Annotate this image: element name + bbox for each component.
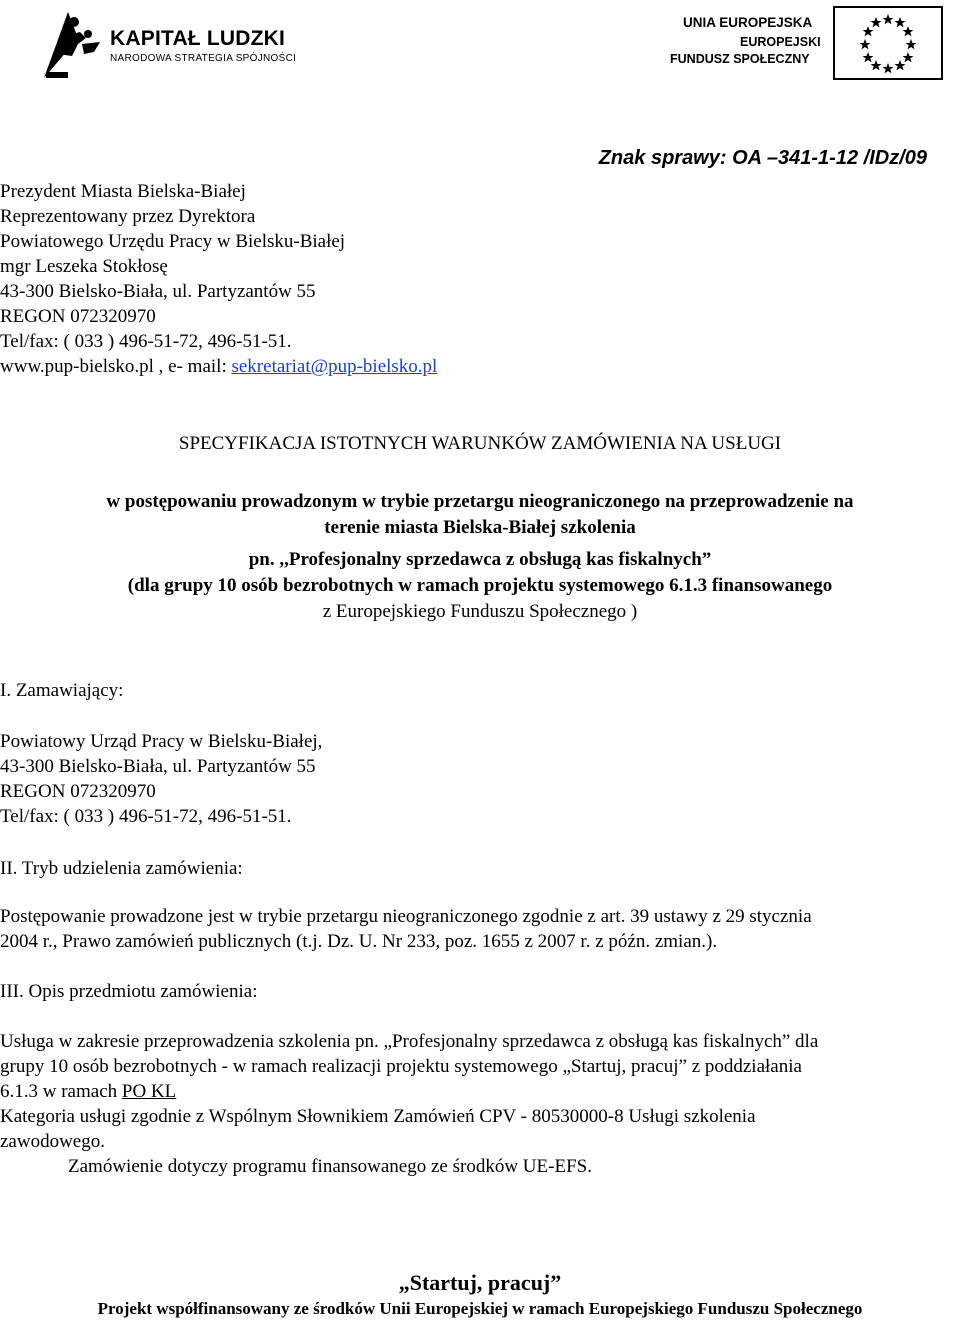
subtitle-line: (dla grupy 10 osób bezrobotnych w ramach projektu systemowego 6.1.3 finansowanego: [127, 575, 833, 596]
section-line: 2004 r., Prawo zamówień publicznych (t.j. Dz. U. Nr 233, poz. 1655 z 2007 r. z późn. zmian.).: [0, 931, 718, 952]
sender-line: mgr Leszeka Stokłosę: [0, 256, 168, 277]
eu-logo-line2: EUROPEJSKI: [740, 35, 821, 49]
section-line: Kategoria usługi zgodnie z Wspólnym Słownikiem Zamówień CPV - 80530000-8 Usługi szkolenia: [0, 1106, 756, 1127]
sender-contact-line: [0, 354, 437, 379]
section-line: 43-300 Bielsko-Biała, ul. Partyzantów 55: [0, 756, 316, 777]
sender-line: Powiatowego Urzędu Pracy w Bielsku-Białej: [0, 231, 346, 252]
footer-slogan: „Startuj, pracuj”: [398, 1270, 562, 1295]
section-line: Tel/fax: ( 033 ) 496-51-72, 496-51-51.: [0, 806, 292, 827]
eu-flag: [833, 6, 943, 80]
section-line: Usługa w zakresie przeprowadzenia szkolenia pn. „Profesjonalny sprzedawca z obsługą kas fiskalnych” dla: [0, 1031, 819, 1052]
section-heading: III. Opis przedmiotu zamówienia:: [0, 981, 258, 1002]
section-heading: I. Zamawiający:: [0, 680, 124, 701]
section-line: REGON 072320970: [0, 781, 156, 802]
sender-line: REGON 072320970: [0, 306, 156, 327]
email-link[interactable]: sekretariat@pup-bielsko.pl: [231, 356, 438, 377]
footer-note: Projekt współfinansowany ze środków Unii Europejskiej w ramach Europejskiego Funduszu Społecznego: [97, 1299, 863, 1318]
eu-logo-line1: UNIA EUROPEJSKA: [683, 15, 813, 30]
kapital-ludzki-figures-icon: [38, 8, 106, 80]
section-heading: II. Tryb udzielenia zamówienia:: [0, 858, 243, 879]
subtitle-line: z Europejskiego Funduszu Społecznego ): [322, 601, 638, 622]
eu-logo-line3: FUNDUSZ SPOŁECZNY: [670, 52, 810, 66]
sender-line: Tel/fax: ( 033 ) 496-51-72, 496-51-51.: [0, 331, 292, 352]
eu-stars-flag-icon: [835, 8, 941, 78]
section-line: zawodowego.: [0, 1131, 105, 1152]
kapital-ludzki-title: KAPITAŁ LUDZKI: [110, 27, 286, 50]
sender-line: Prezydent Miasta Bielska-Białej: [0, 181, 246, 202]
sender-line: Reprezentowany przez Dyrektora: [0, 206, 256, 227]
section-line: [0, 1079, 176, 1104]
kapital-ludzki-logo: [38, 8, 106, 85]
website-text: www.pup-bielsko.pl , e- mail:: [0, 356, 232, 377]
subtitle-line: terenie miasta Bielska-Białej szkolenia: [324, 517, 636, 538]
document-title: SPECYFIKACJA ISTOTNYCH WARUNKÓW ZAMÓWIENIA NA USŁUGI: [178, 433, 782, 454]
section-line: grupy 10 osób bezrobotnych - w ramach realizacji projektu systemowego „Startuj, pracuj” z poddziałania: [0, 1056, 802, 1077]
section-line: Powiatowy Urząd Pracy w Bielsku-Białej,: [0, 731, 323, 752]
case-reference: Znak sprawy: OA –341-1-12 /IDz/09: [598, 147, 927, 169]
section-line: Postępowanie prowadzone jest w trybie przetargu nieograniczonego zgodnie z art. 39 ustawy z 29 stycznia: [0, 906, 812, 927]
subtitle-line: pn. ,,Profesjonalny sprzedawca z obsługą kas fiskalnych”: [248, 549, 712, 570]
kapital-ludzki-subtitle: NARODOWA STRATEGIA SPÓJNOŚCI: [110, 53, 297, 64]
po-kl-link[interactable]: PO KL: [121, 1081, 177, 1102]
section-text: 6.1.3 w ramach: [0, 1081, 122, 1102]
subtitle-line: w postępowaniu prowadzonym w trybie przetargu nieograniczonego na przeprowadzenie na: [106, 491, 854, 512]
section-line: Zamówienie dotyczy programu finansowanego ze środków UE-EFS.: [68, 1156, 592, 1177]
sender-line: 43-300 Bielsko-Biała, ul. Partyzantów 55: [0, 281, 316, 302]
